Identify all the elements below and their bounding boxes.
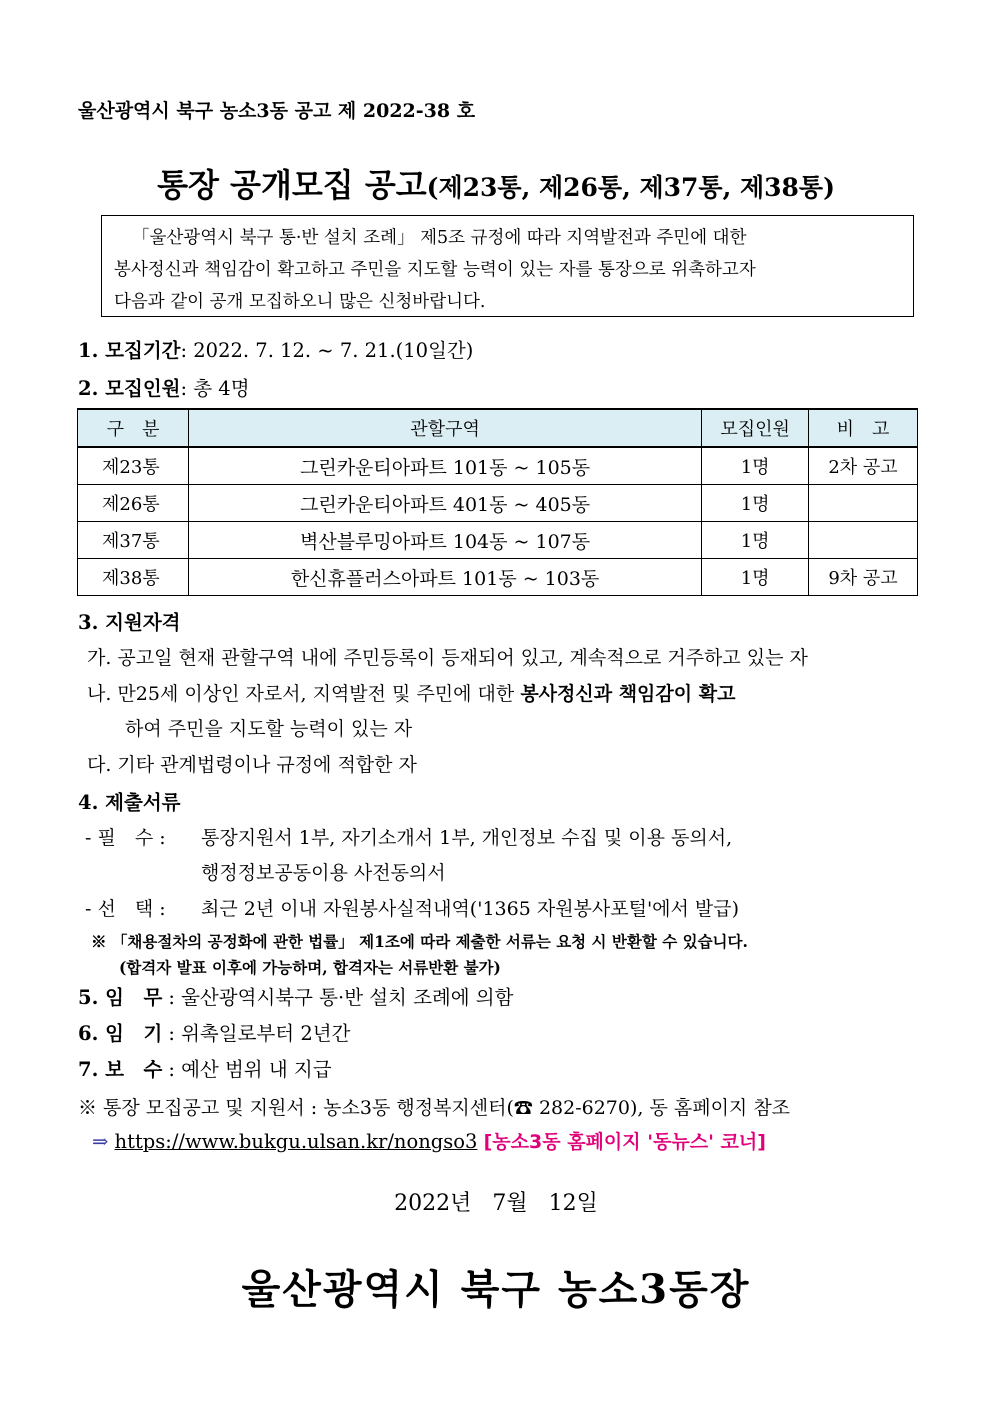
page-title [0, 160, 992, 206]
homepage-corner: [농소3동 홈페이지 '동뉴스' 코너] [483, 1131, 766, 1153]
eligibility-b-continued: 하여 주민을 지도할 능력이 있는 자 [125, 718, 413, 740]
reference-note: ※ 통장 모집공고 및 지원서 : 농소3동 행정복지센터(☎ 282-6270), 동 홈페이지 참조 [78, 1097, 791, 1119]
eligibility-b-emphasis: 봉사정신과 책임감이 확고 [520, 683, 736, 705]
documents-heading: 4. 제출서류 [78, 791, 181, 814]
cell-tong: 제38통 [78, 559, 189, 596]
title-sub: (제23통, 제26통, 제37통, 제38통) [426, 173, 835, 202]
documents-required-1: 통장지원서 1부, 자기소개서 1부, 개인정보 수집 및 이용 동의서, [201, 827, 733, 849]
duty-line [78, 982, 513, 1010]
duty-label: 5. 임 무 [78, 986, 163, 1009]
period-line [78, 335, 473, 363]
pay-value: : 예산 범위 내 지급 [168, 1058, 332, 1081]
pay-line [78, 1054, 332, 1082]
intro-line-3: 다음과 같이 공개 모집하오니 많은 신청바랍니다. [114, 292, 486, 312]
eligibility-a: 가. 공고일 현재 관할구역 내에 주민등록이 등재되어 있고, 계속적으로 거주하고 있는 자 [87, 647, 808, 669]
headcount-value: : 총 4명 [180, 377, 250, 400]
homepage-link[interactable]: https://www.bukgu.ulsan.kr/nongso3 [114, 1130, 478, 1153]
term-label: 6. 임 기 [78, 1022, 163, 1045]
eligibility-c: 다. 기타 관계법령이나 규정에 적합한 자 [87, 754, 417, 776]
table-row [78, 559, 918, 596]
eligibility-heading: 3. 지원자격 [78, 611, 181, 634]
cell-note: 2차 공고 [809, 447, 918, 485]
documents-optional: 최근 2년 이내 자원봉사실적내역('1365 자원봉사포털'에서 발급) [201, 898, 740, 920]
cell-count: 1명 [702, 447, 809, 485]
header-division: 구 분 [78, 409, 189, 447]
cell-tong: 제26통 [78, 485, 189, 522]
documents-optional-label: - 선 택 : [85, 898, 166, 920]
table-header-row [78, 409, 918, 447]
cell-note [809, 522, 918, 559]
intro-line-2: 봉사정신과 책임감이 확고하고 주민을 지도할 능력이 있는 자를 통장으로 위촉하고자 [114, 260, 756, 280]
documents-note-2: (합격자 발표 이후에 가능하며, 합격자는 서류반환 불가) [119, 958, 501, 977]
notice-date: 2022년 7월 12일 [394, 1191, 598, 1216]
header-area: 관할구역 [188, 409, 701, 447]
signer: 울산광역시 북구 농소3동장 [241, 1266, 751, 1313]
cell-area: 벽산블루밍아파트 104동 ~ 107동 [188, 522, 701, 559]
term-line [78, 1018, 350, 1046]
cell-tong: 제23통 [78, 447, 189, 485]
duty-value: : 울산광역시북구 통·반 설치 조례에 의함 [168, 986, 514, 1009]
cell-area: 그린카운티아파트 101동 ~ 105동 [188, 447, 701, 485]
term-value: : 위촉일로부터 2년간 [168, 1022, 351, 1045]
headcount-line [78, 373, 250, 401]
cell-count: 1명 [702, 522, 809, 559]
cell-note: 9차 공고 [809, 559, 918, 596]
documents-required-label: - 필 수 : [85, 827, 166, 849]
period-label: 1. 모집기간 [78, 339, 181, 362]
cell-note [809, 485, 918, 522]
eligibility-b-text: 나. 만25세 이상인 자로서, 지역발전 및 주민에 대한 [87, 683, 521, 705]
table-row [78, 447, 918, 485]
header-count: 모집인원 [702, 409, 809, 447]
documents-note-1: ※ 「채용절차의 공정화에 관한 법률」 제1조에 따라 제출한 서류는 요청 시 반환할 수 있습니다. [91, 932, 748, 951]
pay-label: 7. 보 수 [78, 1058, 163, 1081]
notice-number: 울산광역시 북구 농소3동 공고 제 2022-38 호 [78, 100, 476, 122]
eligibility-b [87, 679, 735, 706]
header-note: 비 고 [809, 409, 918, 447]
intro-box [101, 215, 914, 317]
table-row [78, 485, 918, 522]
documents-required-2: 행정정보공동이용 사전동의서 [201, 862, 446, 884]
cell-tong: 제37통 [78, 522, 189, 559]
cell-area: 그린카운티아파트 401동 ~ 405동 [188, 485, 701, 522]
cell-count: 1명 [702, 485, 809, 522]
cell-count: 1명 [702, 559, 809, 596]
quota-table [77, 408, 918, 596]
arrow-icon: ⇒ [92, 1130, 109, 1153]
cell-area: 한신휴플러스아파트 101동 ~ 103동 [188, 559, 701, 596]
intro-line-1: 「울산광역시 북구 통·반 설치 조례」 제5조 규정에 따라 지역발전과 주민에 대한 [132, 228, 747, 248]
homepage-line [92, 1127, 766, 1154]
title-main: 통장 공개모집 공고 [157, 166, 427, 204]
table-row [78, 522, 918, 559]
headcount-label: 2. 모집인원 [78, 377, 181, 400]
period-value: : 2022. 7. 12. ~ 7. 21.(10일간) [180, 339, 474, 362]
